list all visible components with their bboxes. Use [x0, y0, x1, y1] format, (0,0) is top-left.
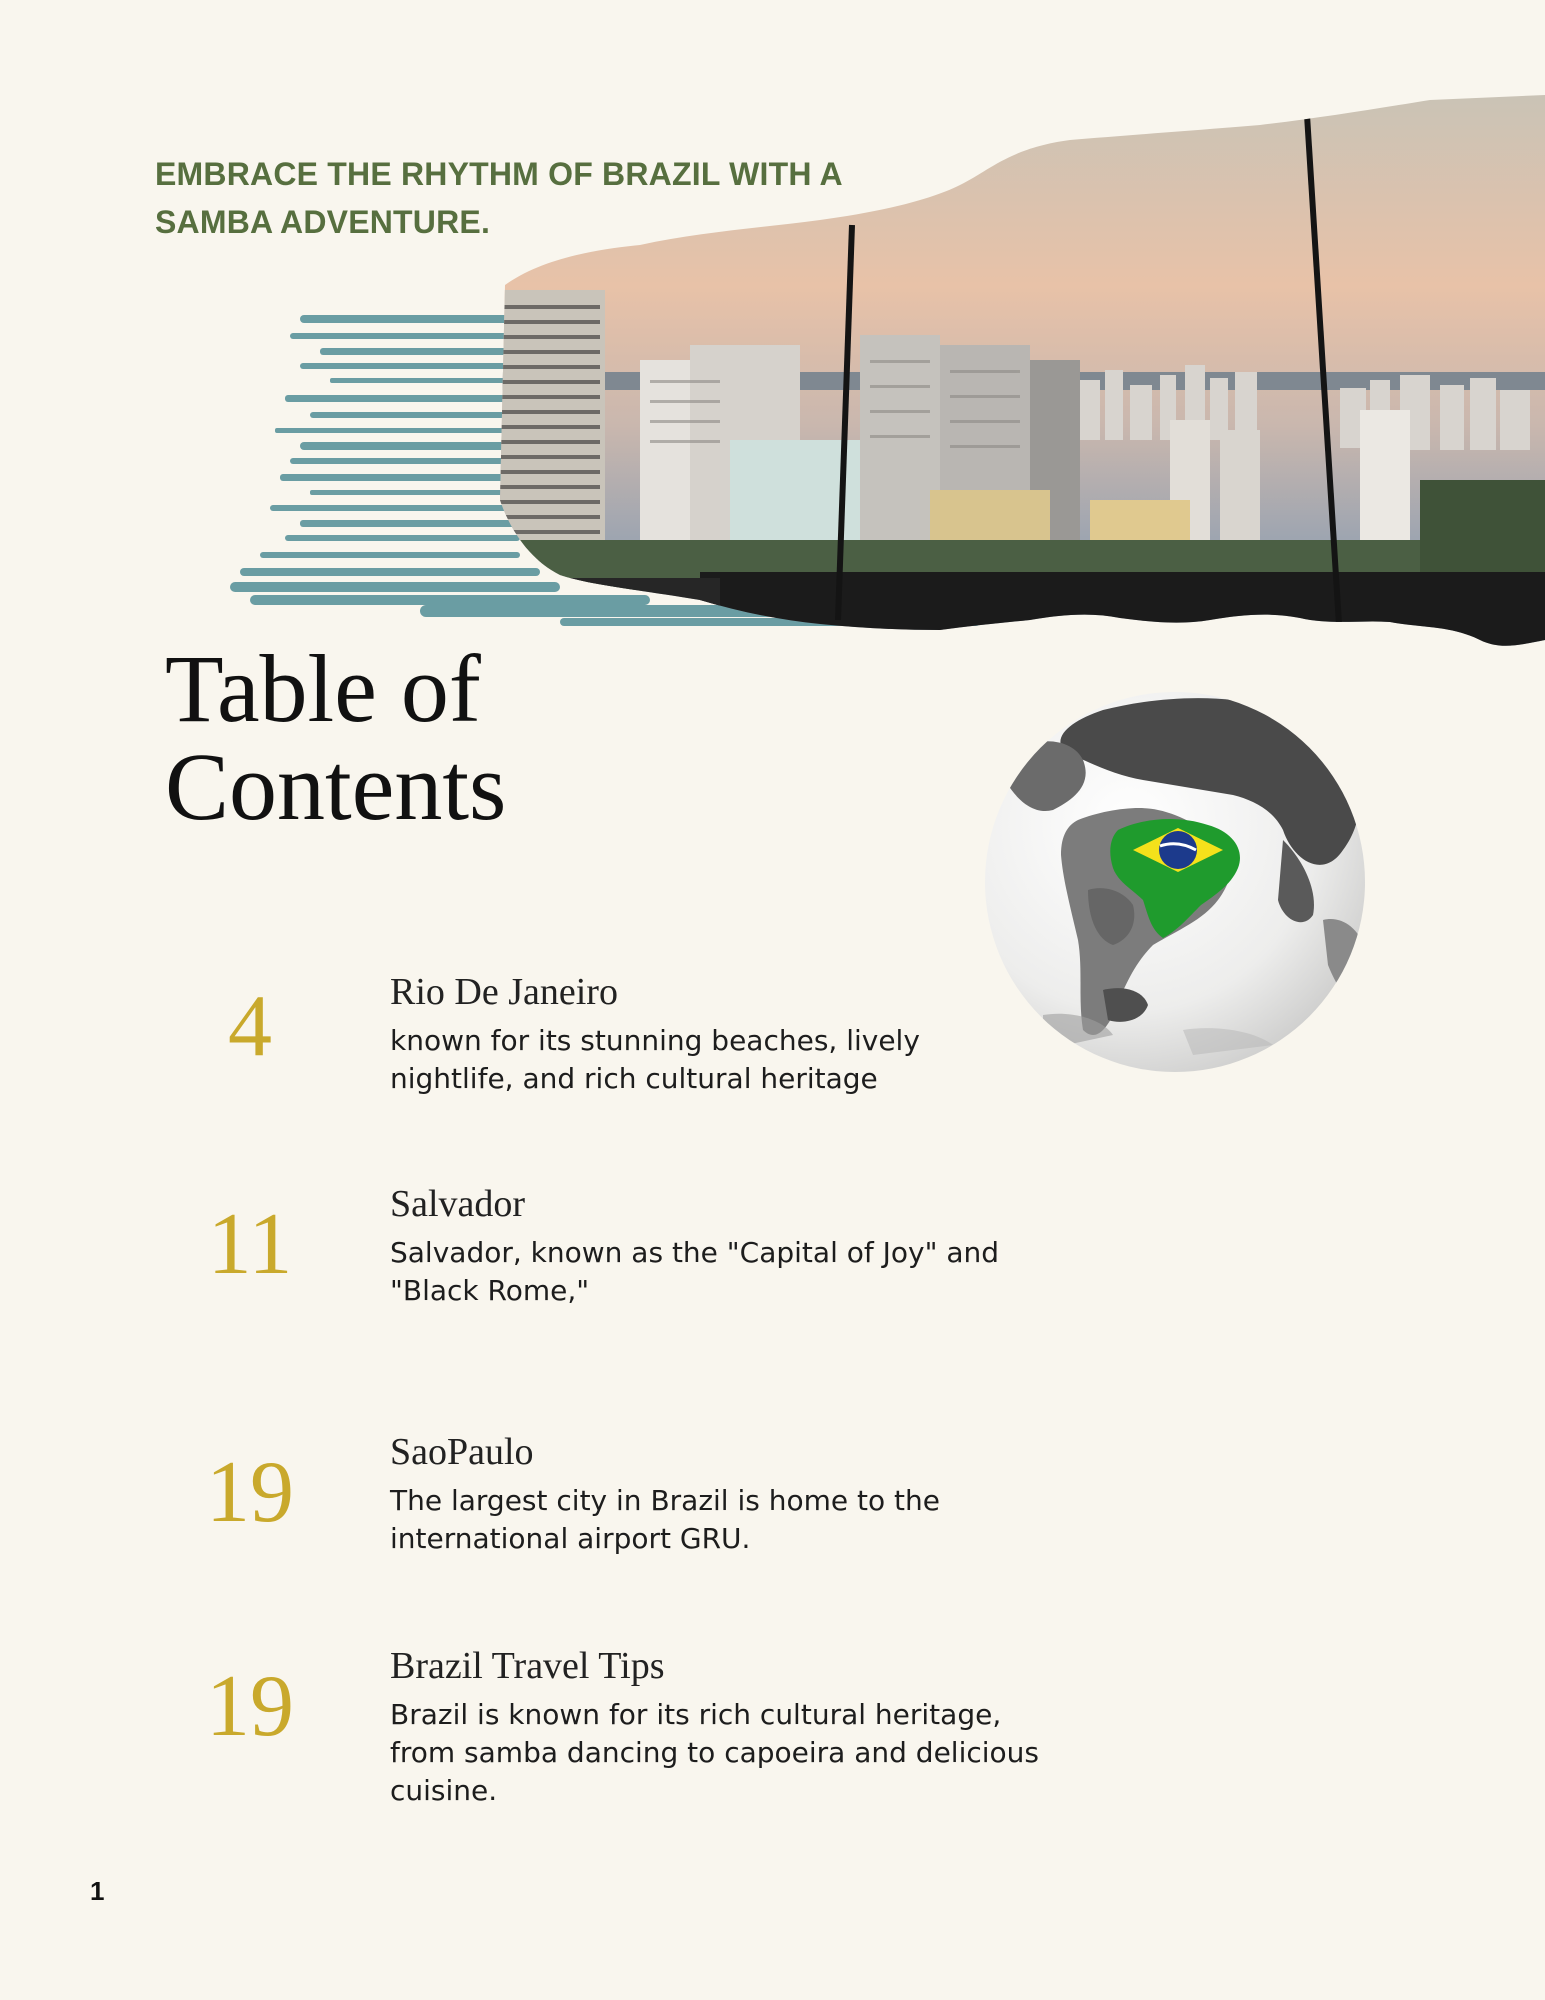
- toc-entry-description: The largest city in Brazil is home to the international airport GRU.: [390, 1484, 940, 1555]
- toc-entry[interactable]: [0, 1644, 1545, 1814]
- toc-entry-description: known for its stunning beaches, lively nightlife, and rich cultural heritage: [390, 1024, 920, 1095]
- toc-title-text: Table of Contents: [165, 635, 507, 840]
- toc-entry-title: SaoPaulo: [390, 1431, 534, 1473]
- city-skyline-image: [0, 0, 1545, 660]
- toc-entry-description: Brazil is known for its rich cultural heritage, from samba dancing to capoeira and delicious cuisine.: [390, 1698, 1040, 1807]
- toc-entry-description: Salvador, known as the "Capital of Joy" and "Black Rome,": [390, 1236, 1000, 1307]
- toc-entry-title: Rio De Janeiro: [390, 971, 618, 1013]
- toc-entry[interactable]: [0, 970, 1545, 1100]
- tagline: EMBRACE THE RHYTHM OF BRAZIL WITH A SAMBA ADVENTURE.: [155, 156, 842, 240]
- toc-title: [165, 635, 585, 840]
- page-number: 1: [90, 1876, 105, 1906]
- toc-entry-page: 4: [228, 978, 272, 1075]
- toc-entry-page: 11: [207, 1196, 293, 1293]
- toc-entry[interactable]: [0, 1430, 1545, 1560]
- toc-entry-title: Salvador: [390, 1183, 526, 1225]
- toc-entry-page: 19: [206, 1444, 294, 1541]
- toc-entry-page: 19: [206, 1658, 294, 1755]
- toc-entry-title: Brazil Travel Tips: [390, 1645, 665, 1687]
- toc-entry[interactable]: [0, 1182, 1545, 1312]
